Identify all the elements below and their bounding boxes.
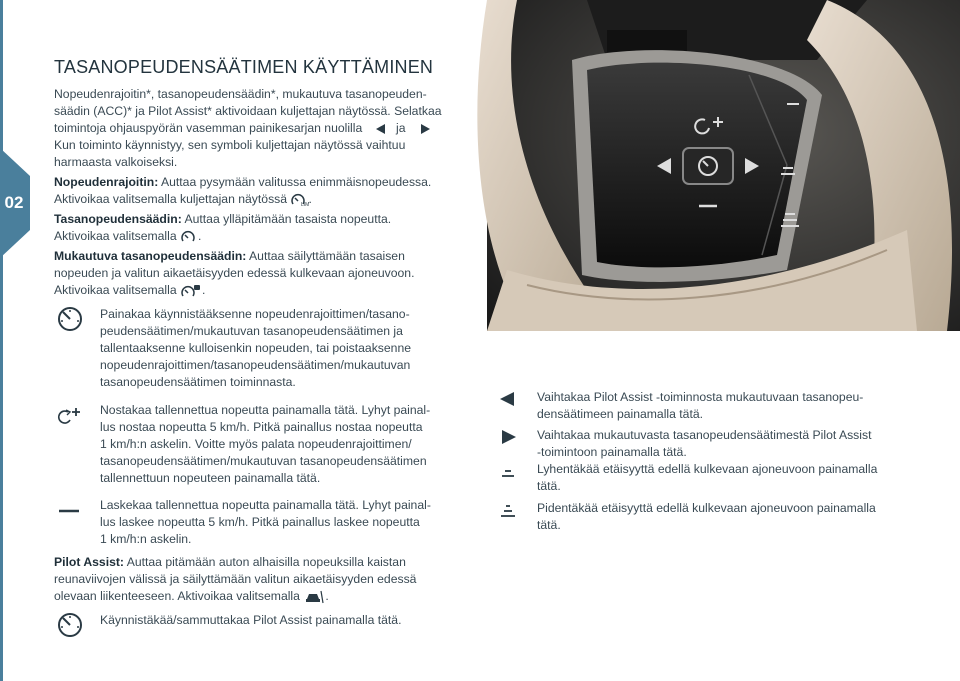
distance-increase-icon [497, 500, 523, 520]
speed-limiter-paragraph: Nopeudenrajoitin: Auttaa pysymään valitussa enimmäisnopeudessa. Aktivoikaa valitsemalla kuljettajan näytössä LIM . [54, 175, 432, 208]
left-accent-bar [0, 0, 3, 681]
adaptive-cruise-paragraph: Mukautuva tasanopeudensäädin: Auttaa säilyttämään tasaisen nopeuden ja valitun aikaetäisyyden edessä kulkevaan ajoneuvoon. Aktivoikaa valitsemalla . [54, 249, 415, 297]
left-arrow-icon [376, 124, 385, 134]
resume-plus-icon [54, 402, 88, 432]
page-title: TASANOPEUDENSÄÄTIMEN KÄYTTÄMINEN [54, 57, 434, 77]
cruise-control-icon [180, 230, 198, 244]
button-description-text: Käynnistäkää/sammuttakaa Pilot Assist painamalla tätä. [100, 613, 402, 627]
button-description-text: Nostakaa tallennettua nopeutta painamalla tätä. Lyhyt painal- lus nostaa nopeutta 5 km/h. Pitkä painallus nostaa nopeutta 1 km/h:n askelin. Voitte myös palata nopeudenrajoittimen/ tasanopeudensäätimen/mukautuvan tasanopeudensäätimen tallennettuun nopeuteen painamalla tätä. [100, 403, 431, 485]
speedometer-icon [54, 612, 88, 642]
cruise-control-paragraph: Tasanopeudensäädin: Auttaa ylläpitämään tasaista nopeutta. Aktivoikaa valitsemalla . [54, 212, 392, 243]
minus-icon [54, 497, 88, 527]
button-description-text: Laskekaa tallennettua nopeutta painamalla tätä. Lyhyt painal- lus laskee nopeutta 5 km/h. Pitkä painallus laskee nopeutta 1 km/h:n askelin. [100, 498, 431, 546]
distance-decrease-icon [497, 461, 523, 481]
intro-paragraph: Nopeudenrajoitin*, tasanopeudensäädin*, mukautuva tasanopeuden- säädin (ACC)* ja Pilot Assist* aktivoidaan kuljettajan näytössä. Selatkaa toimintoja ohjauspyörän vasemman painikesarjan nuolilla ja Kun toiminto käynnistyy, sen symboli kuljettajan näytössä vaihtuu harmaasta valkoiseksi. [54, 87, 442, 169]
adaptive-cruise-icon [180, 283, 202, 299]
button-description-text: Painakaa käynnistääksenne nopeudenrajoittimen/tasano- peudensäätimen/mukautuvan tasanopeudensäätimen ja tallentaaksenne kulloisenkin nopeuden, tai poistaaksenne nopeudenrajoittimen/tasanopeudensäätimen/mukautuvan tasanopeudensäätimen toiminnasta. [100, 307, 412, 389]
chapter-number: 02 [4, 193, 24, 212]
left-arrow-icon [497, 389, 523, 409]
svg-text:LIM: LIM [301, 201, 310, 208]
pilot-assist-icon [303, 589, 325, 605]
right-arrow-icon [497, 427, 523, 447]
speedometer-icon [54, 306, 88, 336]
right-arrow-icon [421, 124, 430, 134]
speed-limiter-icon [290, 193, 308, 207]
pilot-assist-paragraph: Pilot Assist: Auttaa pitämään auton alhaisilla nopeuksilla kaistan reunaviivojen välissä ja säilyttämään valitun aikaetäisyyden edessä olevaan liikenteeseen. Aktivoikaa valitsemalla . [54, 555, 417, 603]
steering-wheel-photo [487, 0, 960, 331]
